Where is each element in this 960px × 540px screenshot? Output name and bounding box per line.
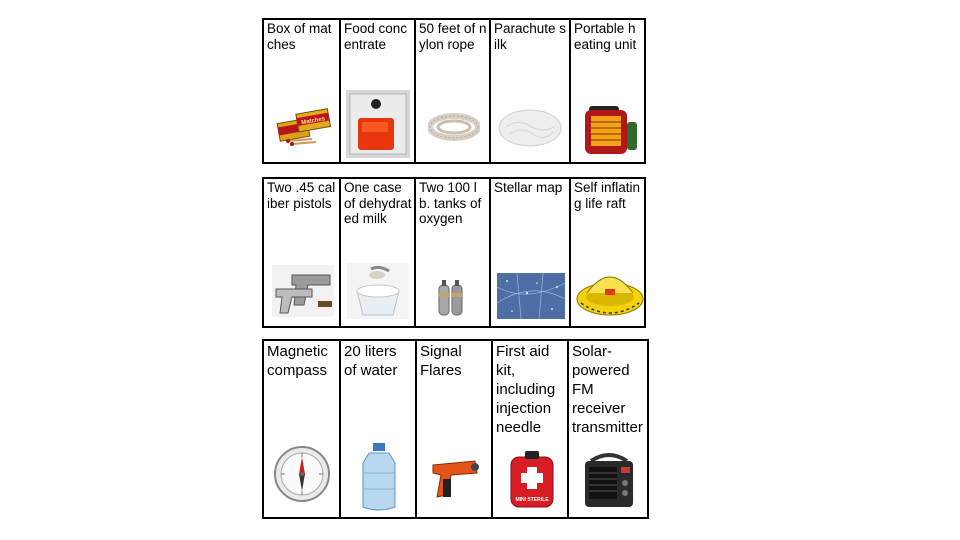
item-label: Two .45 caliber pistols: [267, 180, 336, 211]
item-label: Self inflating life raft: [574, 180, 641, 211]
item-label: Signal Flares: [420, 343, 462, 379]
radio-icon: [581, 451, 637, 509]
item-label: Magnetic compass: [267, 343, 328, 379]
stellar-map-icon: [497, 273, 565, 319]
first-aid-kit-icon: [507, 449, 557, 509]
water-jug-icon: [359, 441, 399, 513]
item-cell: [414, 179, 489, 326]
compass-icon: [273, 445, 331, 503]
item-cell: [567, 341, 649, 517]
item-cell: [491, 341, 567, 517]
item-row-1: [262, 18, 646, 164]
item-cell: [414, 20, 489, 162]
milk-icon: [347, 263, 409, 319]
item-label: One case of dehydrated milk: [344, 180, 412, 226]
flare-gun-icon: [429, 455, 481, 503]
oxygen-tanks-icon: [436, 277, 466, 317]
pistols-icon: [272, 265, 334, 317]
item-label: 50 feet of nylon rope: [419, 21, 487, 52]
item-cell: [339, 179, 414, 326]
item-cell: [262, 341, 339, 517]
item-label: Parachute silk: [494, 21, 567, 52]
nylon-rope-icon: [428, 112, 480, 142]
item-cell: [262, 20, 339, 162]
item-cell: [489, 20, 569, 162]
item-row-2: [262, 177, 646, 328]
svg-text:MINI STERILE: MINI STERILE: [515, 497, 549, 503]
food-concentrate-icon: [346, 90, 410, 158]
svg-text:Matches: Matches: [300, 116, 326, 127]
item-cell: [415, 341, 491, 517]
item-cell: [262, 179, 339, 326]
item-cell: [569, 20, 646, 162]
item-label: Two 100 lb. tanks of oxygen: [419, 180, 482, 226]
life-raft-icon: [575, 263, 645, 319]
item-cell: [569, 179, 646, 326]
item-cell: [489, 179, 569, 326]
item-cell: [339, 341, 415, 517]
item-label: Stellar map: [494, 180, 563, 195]
item-label: First aid kit, including injection needle: [496, 343, 556, 436]
item-label: 20 liters of water: [344, 343, 398, 379]
item-label: Box of matches: [267, 21, 332, 52]
item-row-3: [262, 339, 649, 519]
item-cell: [339, 20, 414, 162]
item-label: Food concentrate: [344, 21, 408, 52]
item-label: Solar-powered FM receiver transmitter: [572, 343, 643, 436]
matches-icon: [274, 105, 334, 147]
heater-icon: [579, 104, 639, 156]
item-label: Portable heating unit: [574, 21, 637, 52]
parachute-silk-icon: [497, 108, 563, 148]
